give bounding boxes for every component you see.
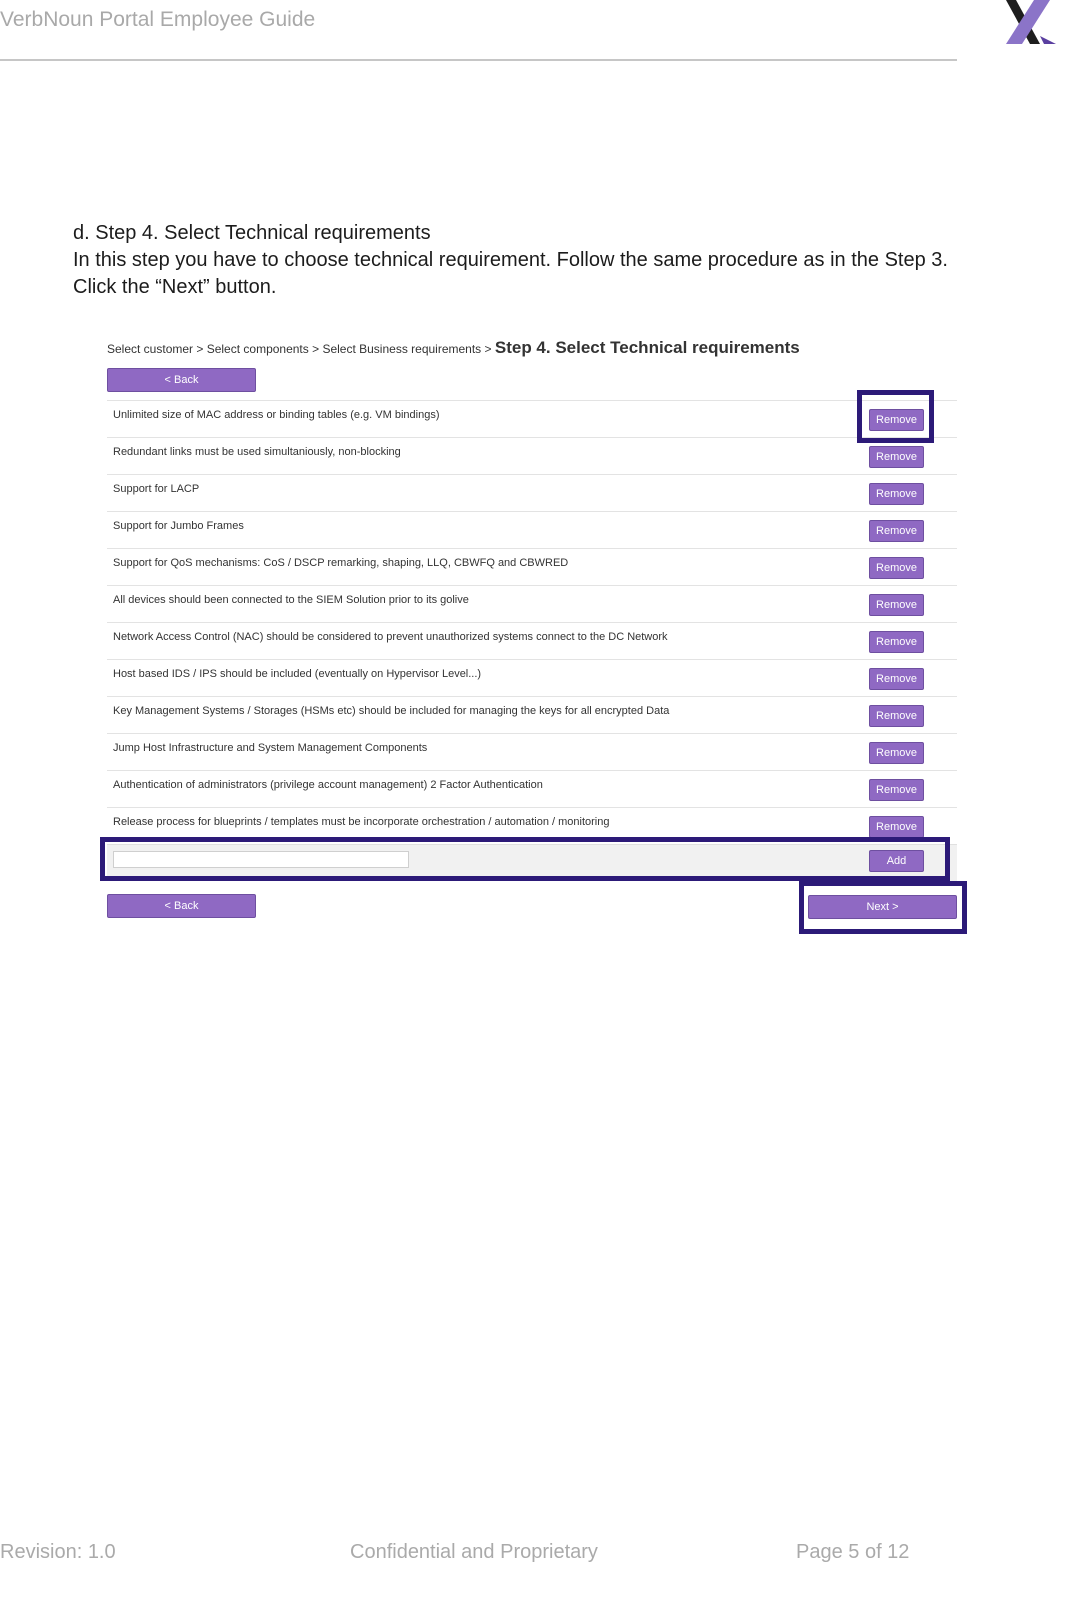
step-instruction: In this step you have to choose technical requirement. Follow the same procedure as in the Step 3. [73,249,948,271]
intro-section [73,220,948,301]
remove-button[interactable]: Remove [869,446,924,468]
highlight-add-box [100,837,950,881]
back-button-top[interactable]: < Back [107,368,256,392]
requirement-row [107,400,957,437]
remove-button[interactable]: Remove [869,594,924,616]
remove-button[interactable]: Remove [869,557,924,579]
portal-screenshot [100,330,970,940]
step-instruction-next: Click the “Next” button. [73,276,277,298]
remove-button[interactable]: Remove [869,631,924,653]
remove-button[interactable]: Remove [869,409,924,431]
document-header-title: VerbNoun Portal Employee Guide [0,8,316,31]
requirement-text: Host based IDS / IPS should be included (eventually on Hypervisor Level...) [113,668,482,680]
remove-button[interactable]: Remove [869,668,924,690]
header-divider [0,59,957,61]
requirement-row [107,696,957,733]
requirement-row [107,770,957,807]
requirement-row [107,437,957,474]
requirement-row [107,474,957,511]
next-button[interactable]: Next > [808,895,957,919]
footer-revision: Revision: 1.0 [0,1541,116,1563]
remove-button[interactable]: Remove [869,742,924,764]
step-heading: d. Step 4. Select Technical requirements [73,222,431,244]
requirement-row [107,548,957,585]
requirement-row [107,659,957,696]
requirement-text: Unlimited size of MAC address or binding tables (e.g. VM bindings) [113,409,440,421]
breadcrumb-current-step: Step 4. Select Technical requirements [494,338,800,357]
back-button-bottom[interactable]: < Back [107,894,256,918]
highlight-next-box [799,881,967,934]
requirement-text: Authentication of administrators (privilege account management) 2 Factor Authentication [113,779,543,791]
remove-button[interactable]: Remove [869,520,924,542]
requirement-text: All devices should been connected to the SIEM Solution prior to its golive [113,594,469,606]
remove-button[interactable]: Remove [869,483,924,505]
requirements-list [107,400,957,844]
requirement-row [107,622,957,659]
company-logo-icon [1000,0,1056,48]
add-button[interactable]: Add [869,850,924,872]
highlight-remove-box [857,390,934,443]
requirement-row [107,511,957,548]
requirement-text: Key Management Systems / Storages (HSMs etc) should be included for managing the keys for all encrypted Data [113,705,670,717]
requirement-text: Support for Jumbo Frames [113,520,244,532]
breadcrumb [107,338,800,358]
footer-confidential: Confidential and Proprietary [350,1541,598,1563]
requirement-row [107,733,957,770]
requirement-text: Redundant links must be used simultaniously, non-blocking [113,446,401,458]
footer-page-number: Page 5 of 12 [796,1541,910,1563]
remove-button[interactable]: Remove [869,705,924,727]
breadcrumb-path: Select customer > Select components > Select Business requirements > [107,342,495,356]
remove-button[interactable]: Remove [869,816,924,838]
requirement-text: Release process for blueprints / templates must be incorporate orchestration / automation / monitoring [113,816,610,828]
requirement-text: Support for LACP [113,483,200,495]
remove-button[interactable]: Remove [869,779,924,801]
requirement-row [107,585,957,622]
requirement-text: Jump Host Infrastructure and System Management Components [113,742,428,754]
requirement-text: Support for QoS mechanisms: CoS / DSCP remarking, shaping, LLQ, CBWFQ and CBWRED [113,557,569,569]
requirement-text: Network Access Control (NAC) should be considered to prevent unauthorized systems connect to the DC Network [113,631,668,643]
